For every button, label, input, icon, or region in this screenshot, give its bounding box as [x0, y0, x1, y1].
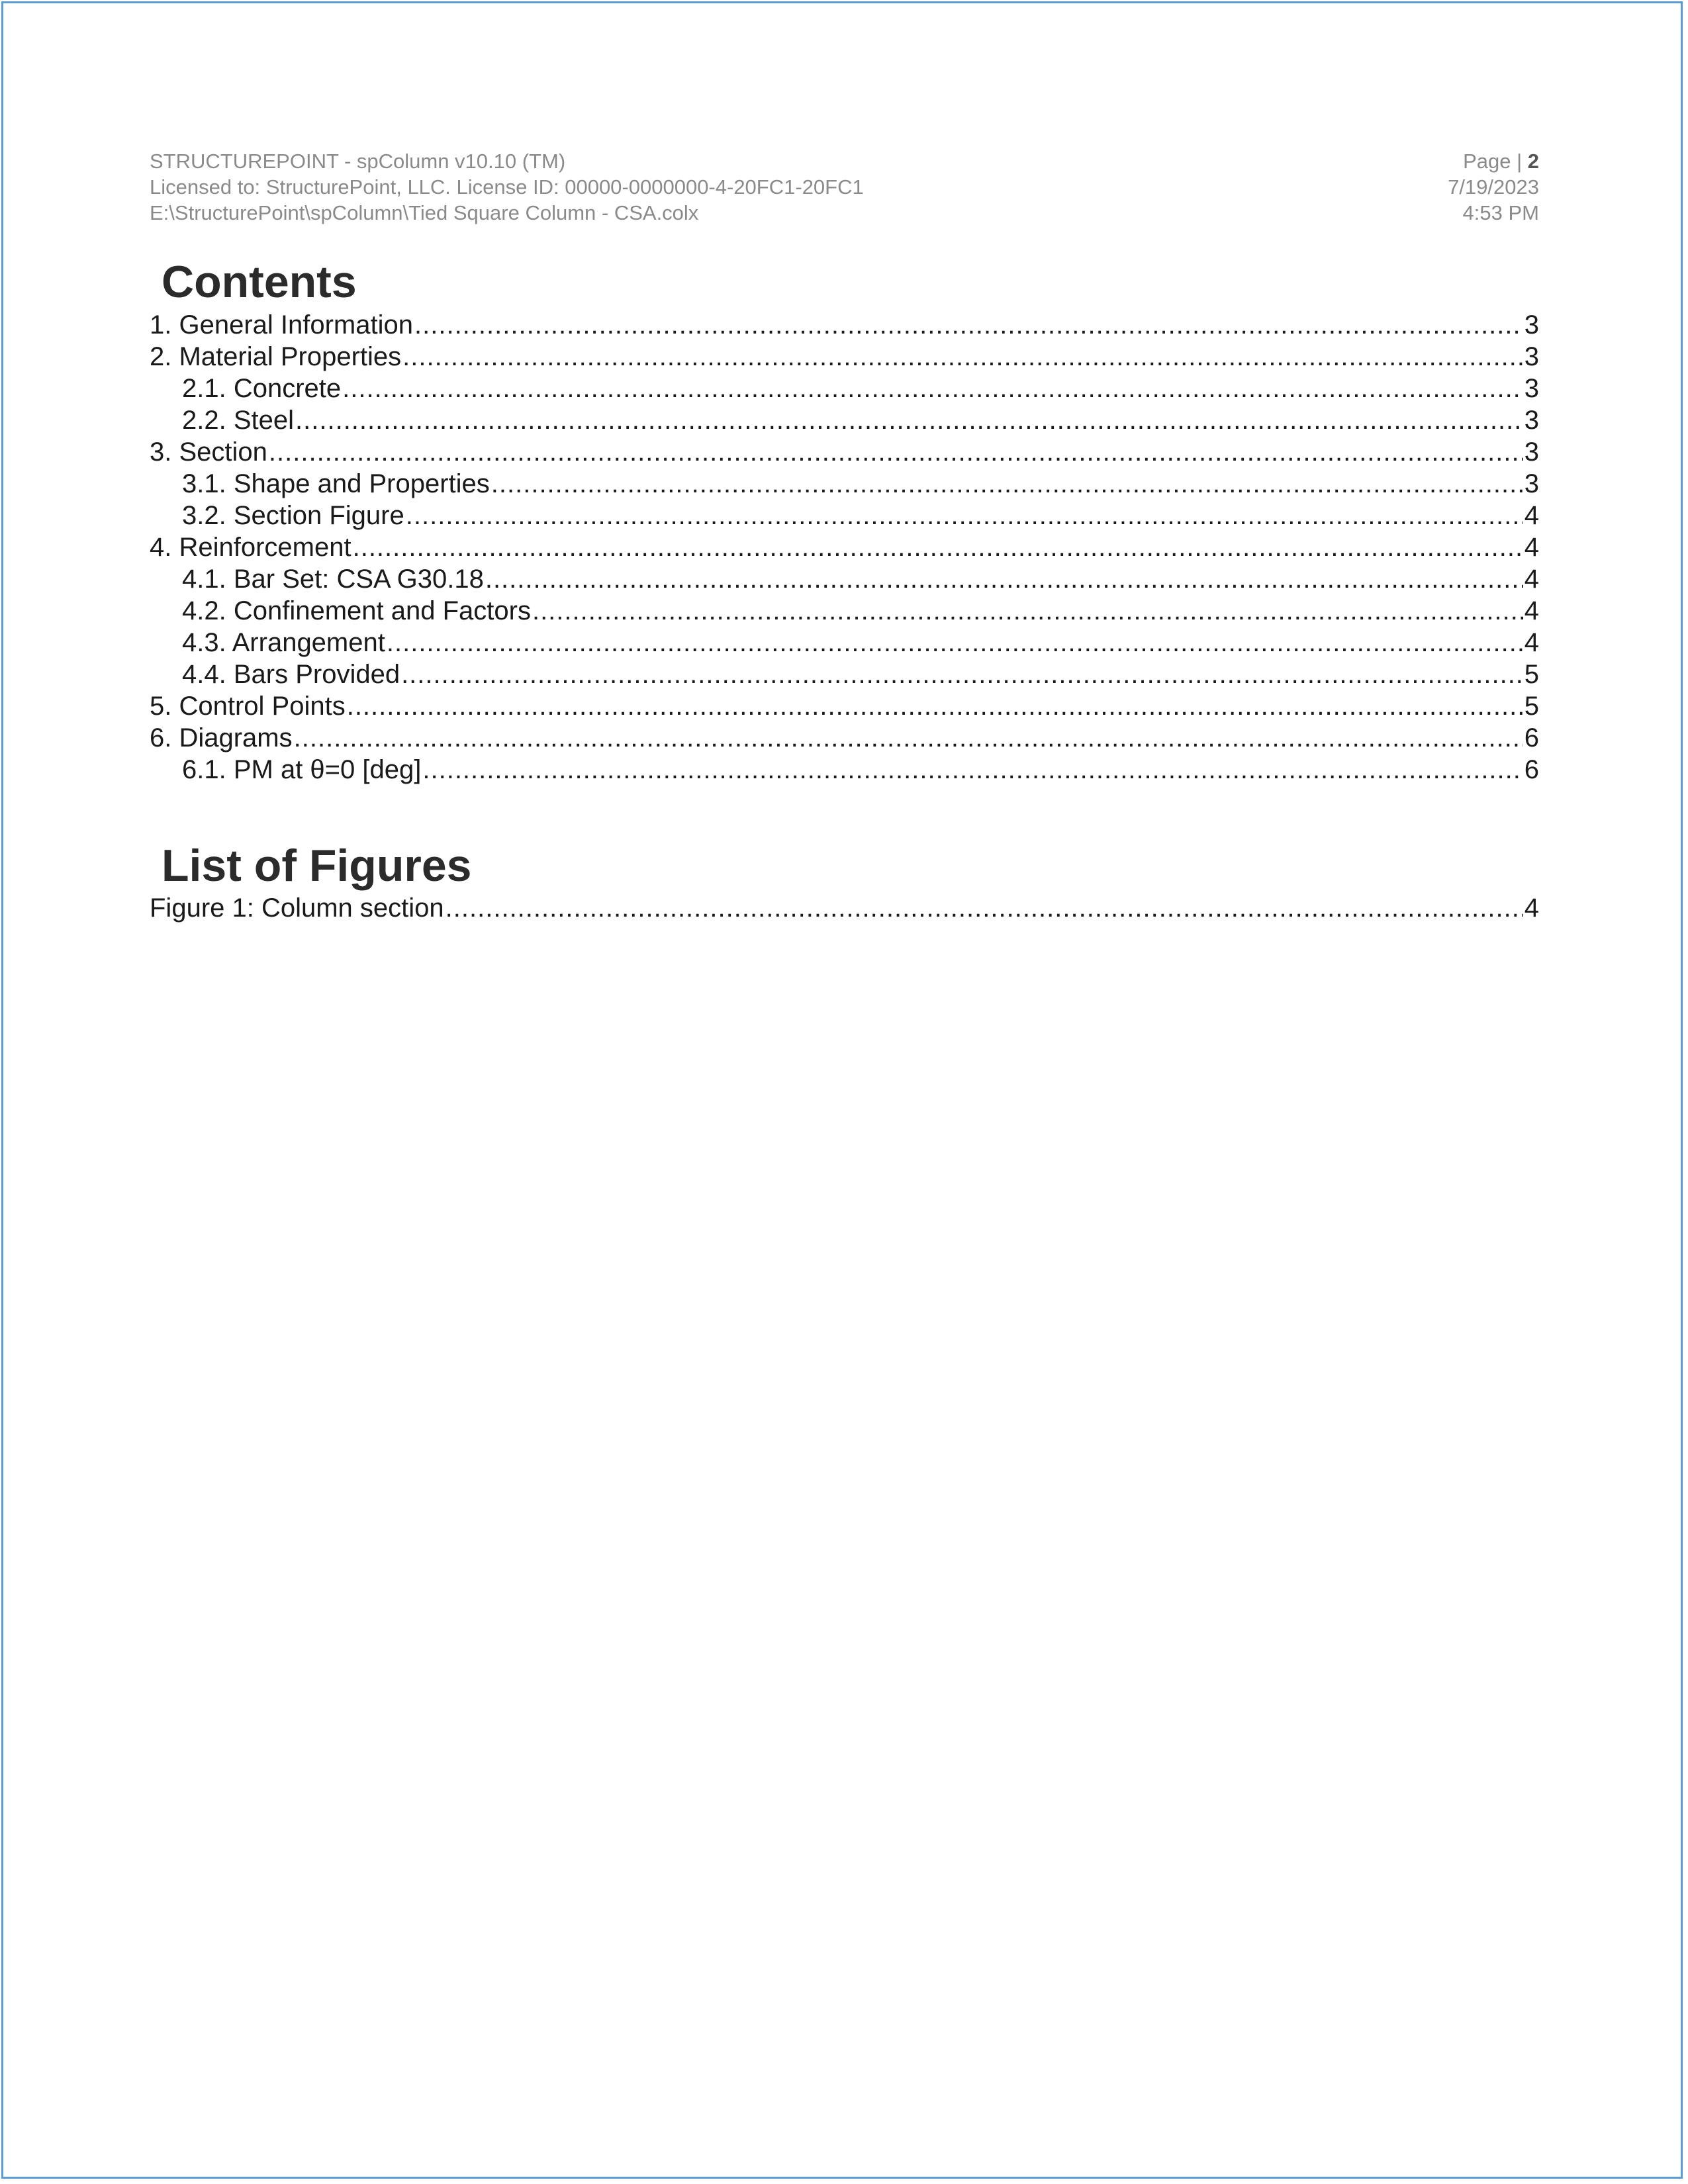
toc-entry[interactable] [150, 690, 1539, 722]
toc-entry-page: 3 [1524, 310, 1539, 340]
toc-entry-label: 6. Diagrams [150, 723, 293, 752]
figure-entry-page: 4 [1524, 893, 1539, 923]
toc-entry[interactable] [150, 341, 1539, 373]
toc-leader [342, 373, 1523, 404]
toc-entry[interactable] [150, 754, 1539, 786]
toc-entry-label: 3.2. Section Figure [182, 501, 404, 530]
toc-leader [401, 659, 1523, 690]
toc-entry[interactable] [150, 436, 1539, 468]
toc-entry-label: 2.2. Steel [182, 406, 295, 435]
toc-entry[interactable] [150, 563, 1539, 595]
header-time: 4:53 PM [1462, 201, 1539, 224]
toc-entry-page: 3 [1524, 406, 1539, 435]
toc-leader [294, 722, 1523, 754]
toc-entry-page: 5 [1524, 660, 1539, 689]
figure-entry[interactable] [150, 892, 1539, 924]
toc-leader [422, 754, 1523, 786]
toc-entry[interactable] [150, 595, 1539, 627]
header-license: Licensed to: StructurePoint, LLC. License ID: 00000-0000000-4-20FC1-20FC1 [150, 175, 864, 199]
toc-entry-page: 4 [1524, 501, 1539, 530]
toc-entry-page: 6 [1524, 755, 1539, 784]
toc-entry-page: 4 [1524, 628, 1539, 657]
header-date: 7/19/2023 [1448, 175, 1539, 199]
header-page-label: Page | [1463, 150, 1528, 173]
toc-entry-label: 2.1. Concrete [182, 374, 342, 403]
toc-entry-label: 4.4. Bars Provided [182, 660, 400, 689]
header-software: STRUCTUREPOINT - spColumn v10.10 (TM) [150, 150, 566, 173]
toc-entry-page: 3 [1524, 437, 1539, 467]
toc-entry-page: 4 [1524, 596, 1539, 625]
header-page [1448, 148, 1539, 174]
figures-heading: List of Figures [162, 841, 472, 891]
toc-entry[interactable] [150, 373, 1539, 404]
toc-entry[interactable] [150, 531, 1539, 563]
toc-entry[interactable] [150, 722, 1539, 754]
header-right [1448, 148, 1539, 226]
toc-leader [387, 627, 1523, 659]
toc-entry-page: 3 [1524, 342, 1539, 371]
toc-leader [414, 309, 1523, 341]
toc-entry-page: 3 [1524, 374, 1539, 403]
toc-leader [485, 563, 1523, 595]
toc-entry-label: 5. Control Points [150, 692, 346, 721]
toc-leader [402, 341, 1523, 373]
toc-leader [353, 531, 1523, 563]
toc-leader [347, 690, 1523, 722]
contents-heading: Contents [162, 257, 357, 307]
header-page-number: 2 [1527, 150, 1539, 173]
toc-entry-page: 6 [1524, 723, 1539, 752]
toc-entry-page: 5 [1524, 692, 1539, 721]
toc-entry-label: 4.2. Confinement and Factors [182, 596, 531, 625]
toc-entry-label: 4.1. Bar Set: CSA G30.18 [182, 565, 484, 594]
toc-entry-label: 6.1. PM at θ=0 [deg] [182, 755, 422, 784]
toc-entry-page: 4 [1524, 565, 1539, 594]
toc-entry-label: 2. Material Properties [150, 342, 402, 371]
toc-leader [295, 404, 1523, 436]
toc-leader [269, 436, 1523, 468]
toc-leader [491, 468, 1523, 500]
figure-leader [445, 892, 1523, 924]
toc-entry[interactable] [150, 500, 1539, 531]
toc-leader [532, 595, 1523, 627]
toc-entry-label: 3.1. Shape and Properties [182, 469, 490, 498]
toc-entry-label: 3. Section [150, 437, 267, 467]
toc-entry[interactable] [150, 404, 1539, 436]
header-file-path: E:\StructurePoint\spColumn\Tied Square Column - CSA.colx [150, 201, 699, 224]
toc-entry[interactable] [150, 627, 1539, 659]
toc-entry-label: 4. Reinforcement [150, 533, 352, 562]
toc-entry[interactable] [150, 468, 1539, 500]
figure-entry-label: Figure 1: Column section [150, 893, 444, 923]
toc-entry-label: 1. General Information [150, 310, 413, 340]
contents-list [150, 309, 1539, 786]
toc-entry-label: 4.3. Arrangement [182, 628, 385, 657]
toc-entry[interactable] [150, 309, 1539, 341]
header-left [150, 148, 864, 226]
toc-entry-page: 3 [1524, 469, 1539, 498]
figures-list [150, 892, 1539, 924]
toc-entry[interactable] [150, 659, 1539, 690]
toc-leader [406, 500, 1523, 531]
toc-entry-page: 4 [1524, 533, 1539, 562]
